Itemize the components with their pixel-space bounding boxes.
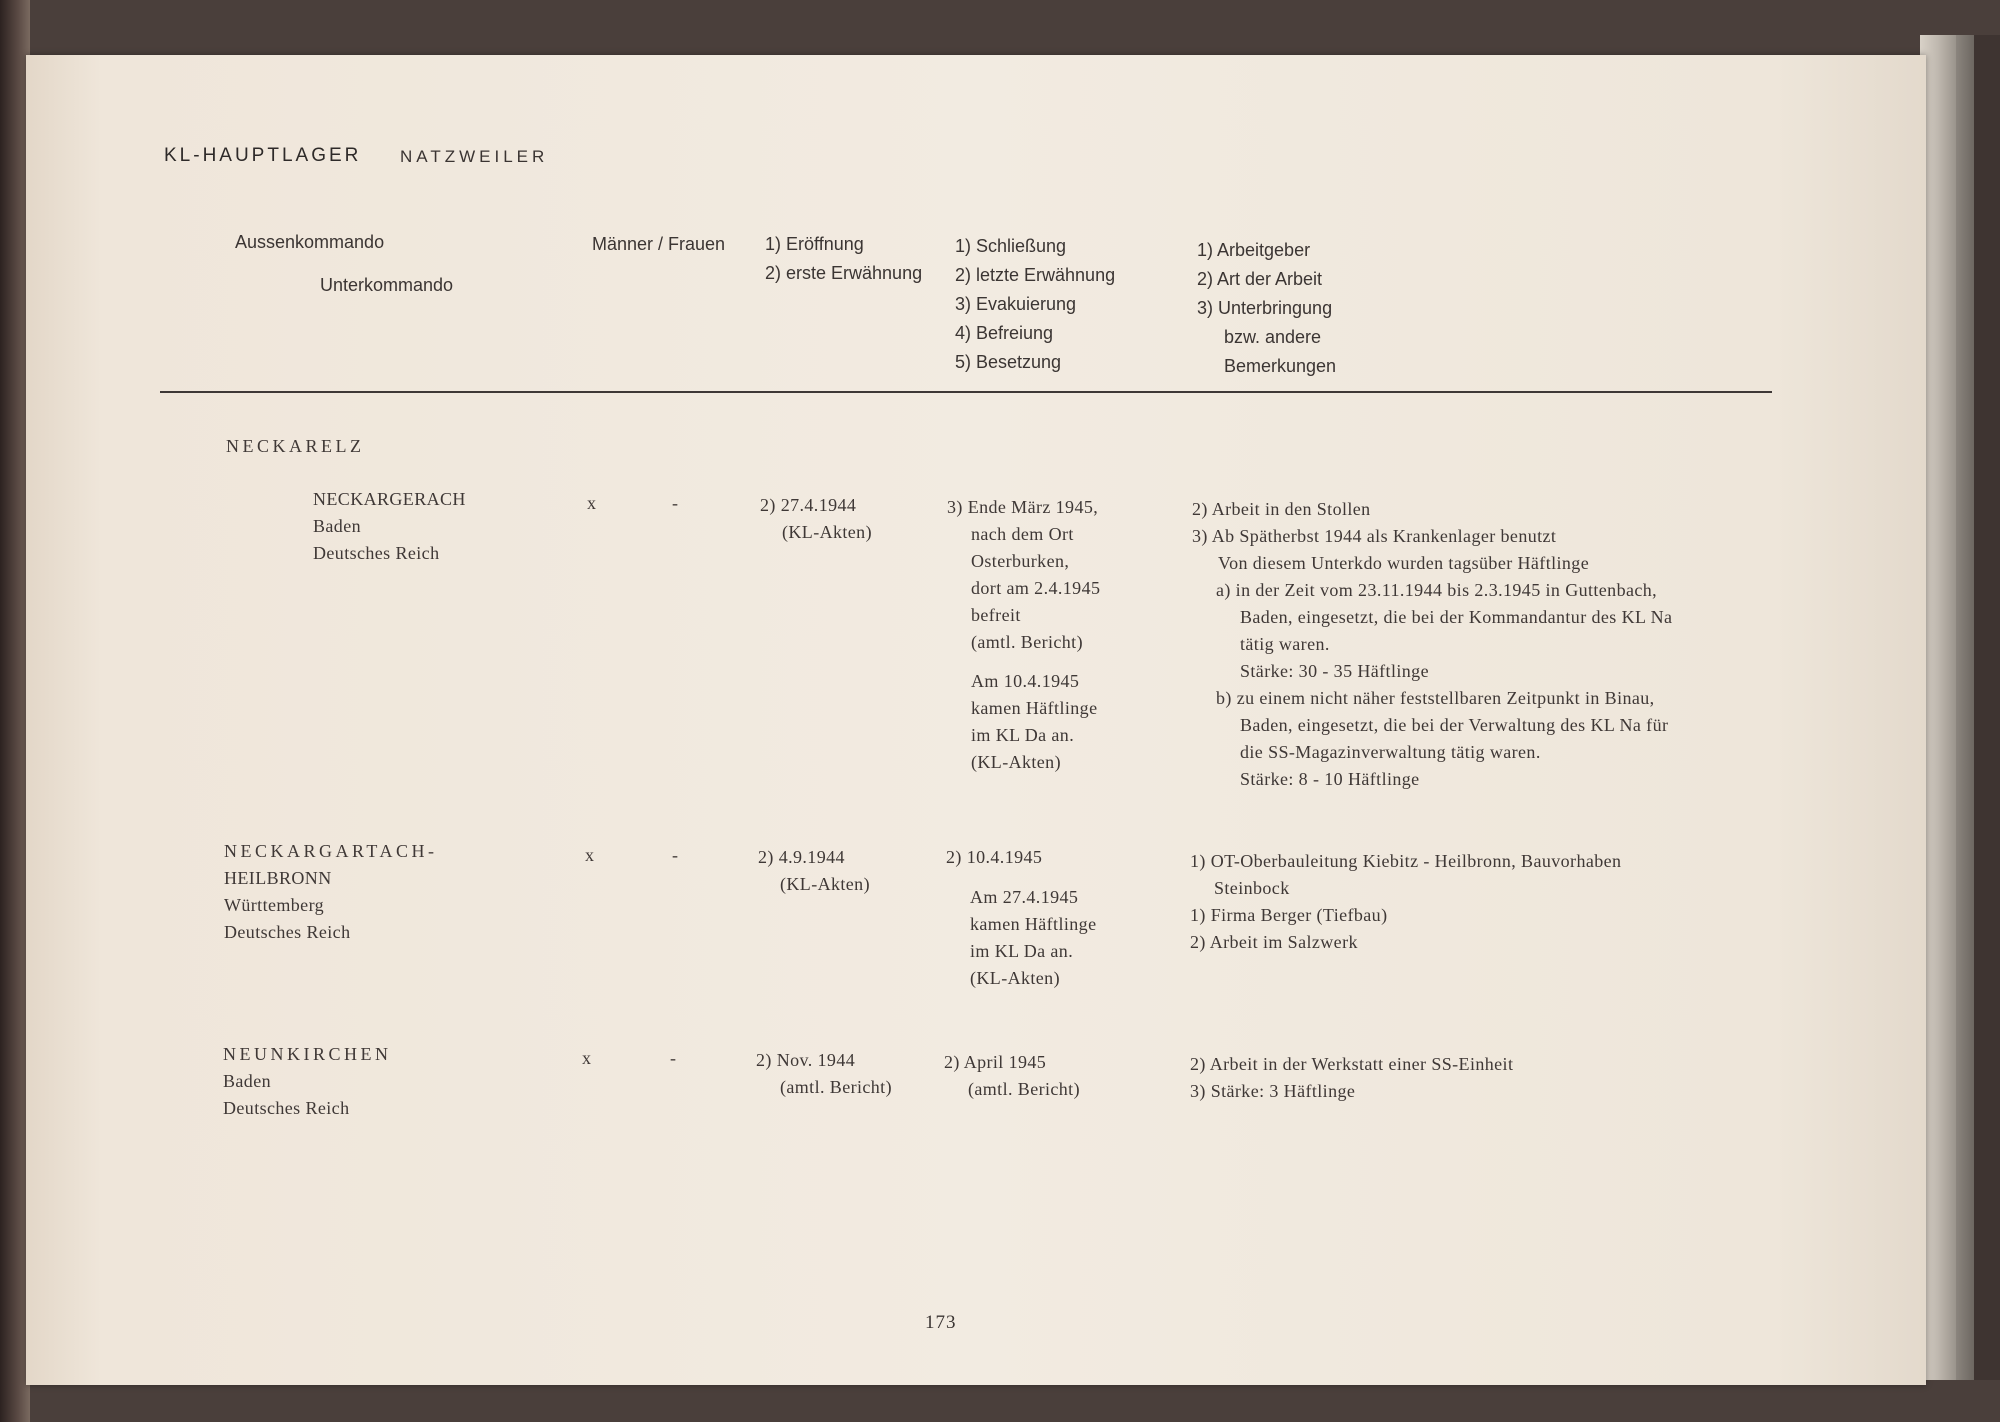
place-line: NEUNKIRCHEN	[223, 1044, 392, 1064]
remark-line: 2) Arbeit in der Werkstatt einer SS-Einheit	[1190, 1054, 1514, 1074]
opening-line: 2) Nov. 1944	[756, 1050, 856, 1070]
header-col4-line: 1) Schließung	[955, 236, 1067, 256]
closing-line: nach dem Ort	[971, 524, 1074, 544]
men-mark: x	[582, 1048, 592, 1068]
closing-extra-line: im KL Da an.	[971, 725, 1075, 745]
remark-line: 2) Arbeit im Salzwerk	[1190, 932, 1358, 952]
header-rule	[160, 391, 1772, 393]
header-col5-line: 1) Arbeitgeber	[1197, 240, 1311, 260]
place-line: Deutsches Reich	[313, 543, 440, 563]
women-mark: -	[672, 845, 679, 865]
men-mark: x	[585, 845, 595, 865]
remark-line: 2) Arbeit in den Stollen	[1192, 499, 1371, 519]
place-line: Baden	[313, 516, 361, 536]
opening-line: (KL-Akten)	[782, 522, 872, 542]
remark-line: b) zu einem nicht näher feststellbaren Zeitpunkt in Binau,	[1216, 688, 1655, 708]
closing-line: Osterburken,	[971, 551, 1070, 571]
header-col4-line: 3) Evakuierung	[955, 294, 1077, 314]
opening-date	[758, 844, 870, 898]
men-mark: x	[587, 493, 597, 513]
header-col5-line: bzw. andere	[1224, 327, 1322, 347]
closing-line: 2) 10.4.1945	[946, 847, 1043, 867]
aussenkommando-neckarelz: NECKARELZ	[226, 436, 365, 456]
opening-line: (KL-Akten)	[780, 874, 870, 894]
closing-line: (amtl. Bericht)	[968, 1079, 1080, 1099]
place-line: Württemberg	[224, 895, 325, 915]
header-col4	[955, 232, 1115, 377]
page-title: KL-HAUPTLAGER	[164, 145, 362, 166]
opening-line: 2) 27.4.1944	[760, 495, 857, 515]
place-line: NECKARGARTACH-	[224, 841, 438, 861]
closing-extra-line: kamen Häftlinge	[970, 914, 1097, 934]
place-line: Baden	[223, 1071, 271, 1091]
closing-extra-line: Am 27.4.1945	[970, 887, 1079, 907]
closing-info	[946, 844, 1042, 871]
header-aussenkommando: Aussenkommando	[235, 232, 385, 252]
aussenkommando-neckargartach	[224, 838, 437, 946]
opening-date	[756, 1047, 892, 1101]
book-cover-edge	[1956, 35, 1974, 1380]
opening-line: (amtl. Bericht)	[780, 1077, 892, 1097]
header-col3-line: 2) erste Erwähnung	[765, 263, 923, 283]
page-number: 173	[925, 1312, 957, 1333]
closing-line: 2) April 1945	[944, 1052, 1047, 1072]
header-col5-line: 3) Unterbringung	[1197, 298, 1333, 318]
closing-line: dort am 2.4.1945	[971, 578, 1101, 598]
remark-line: Stärke: 8 - 10 Häftlinge	[1240, 769, 1420, 789]
remark-line: Baden, eingesetzt, die bei der Verwaltung des KL Na für	[1240, 715, 1669, 735]
header-col5-line: Bemerkungen	[1224, 356, 1337, 376]
remark-line: tätig waren.	[1240, 634, 1330, 654]
remark-line: Von diesem Unterkdo wurden tagsüber Häftlinge	[1218, 553, 1590, 573]
remark-line: 3) Stärke: 3 Häftlinge	[1190, 1081, 1356, 1101]
remark-line: Steinbock	[1214, 878, 1290, 898]
women-mark: -	[670, 1048, 677, 1068]
opening-line: 2) 4.9.1944	[758, 847, 845, 867]
remark-line: 1) OT-Oberbauleitung Kiebitz - Heilbronn, Bauvorhaben	[1190, 851, 1622, 871]
header-col4-line: 2) letzte Erwähnung	[955, 265, 1116, 285]
place-line: NECKARGERACH	[313, 489, 466, 509]
remarks	[1190, 848, 1621, 956]
place-line: Deutsches Reich	[224, 922, 351, 942]
header-unterkommando: Unterkommando	[320, 275, 454, 295]
women-mark: -	[672, 493, 679, 513]
remark-line: a) in der Zeit vom 23.11.1944 bis 2.3.1945 in Guttenbach,	[1216, 580, 1658, 600]
closing-line: befreit	[971, 605, 1021, 625]
opening-date	[760, 492, 872, 546]
closing-extra	[970, 884, 1096, 992]
place-line: Deutsches Reich	[223, 1098, 350, 1118]
unterkommando-neckargerach	[313, 486, 466, 567]
background-right	[1974, 35, 2000, 1380]
header-col5	[1197, 236, 1336, 381]
remark-line: 3) Ab Spätherbst 1944 als Krankenlager benutzt	[1192, 526, 1557, 546]
closing-extra-line: im KL Da an.	[970, 941, 1074, 961]
closing-info	[947, 494, 1100, 656]
closing-extra-line: (KL-Akten)	[971, 752, 1061, 772]
closing-line: (amtl. Bericht)	[971, 632, 1083, 652]
closing-extra-line: (KL-Akten)	[970, 968, 1060, 988]
remark-line: Stärke: 30 - 35 Häftlinge	[1240, 661, 1429, 681]
header-maenner-frauen: Männer / Frauen	[592, 234, 726, 254]
header-col5-line: 2) Art der Arbeit	[1197, 269, 1323, 289]
aussenkommando-neunkirchen	[223, 1041, 392, 1122]
closing-line: 3) Ende März 1945,	[947, 497, 1099, 517]
closing-extra	[971, 668, 1097, 776]
header-col3-line: 1) Eröffnung	[765, 234, 864, 254]
closing-info	[944, 1049, 1080, 1103]
remarks	[1190, 1051, 1513, 1105]
place-line: HEILBRONN	[224, 868, 332, 888]
header-col3	[765, 230, 922, 288]
remark-line: Baden, eingesetzt, die bei der Kommandantur des KL Na	[1240, 607, 1673, 627]
header-col4-line: 5) Besetzung	[955, 352, 1062, 372]
camp-name: NATZWEILER	[400, 147, 549, 166]
remarks	[1192, 496, 1672, 793]
closing-extra-line: Am 10.4.1945	[971, 671, 1080, 691]
remark-line: 1) Firma Berger (Tiefbau)	[1190, 905, 1388, 925]
header-col4-line: 4) Befreiung	[955, 323, 1054, 343]
remark-line: die SS-Magazinverwaltung tätig waren.	[1240, 742, 1541, 762]
closing-extra-line: kamen Häftlinge	[971, 698, 1098, 718]
